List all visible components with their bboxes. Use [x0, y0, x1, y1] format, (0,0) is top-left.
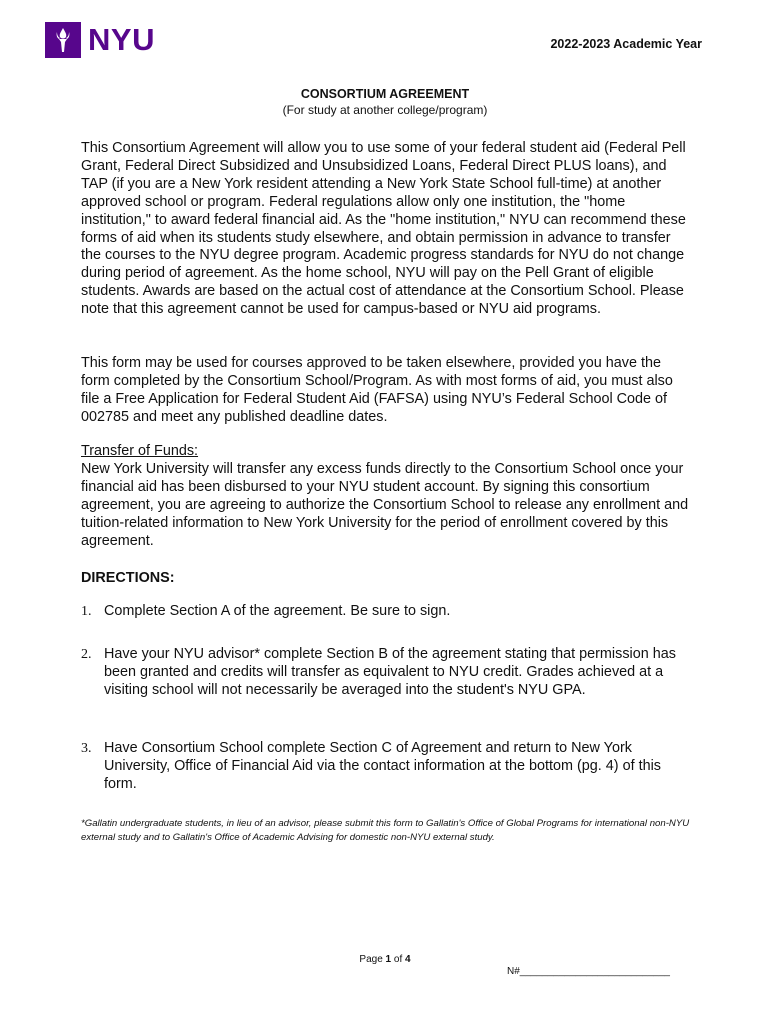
direction-number: 2. — [81, 647, 92, 662]
transfer-heading — [81, 443, 691, 461]
direction-number: 1. — [81, 604, 92, 619]
n-number-field: N#___________________________ — [507, 966, 670, 977]
page-prefix: Page — [359, 954, 386, 965]
fafsa-paragraph: This form may be used for courses approved to be taken elsewhere, provided you have the form completed by the Consortium School/Program. As with most forms of aid, you must also file a Free Application for Federal Student Aid (FAFSA) using NYU’s Federal School Code of 002785 and meet any published deadline dates. — [81, 355, 673, 425]
torch-icon — [45, 22, 81, 58]
academic-year: 2022-2023 Academic Year — [550, 37, 702, 51]
nyu-logo — [45, 22, 155, 58]
transfer-paragraph: New York University will transfer any excess funds directly to the Consortium School once your financial aid has been disbursed to your NYU student account. By signing this consortium agreement, you are agreeing to authorize the Consortium School to release any enrollment and tuition-related information to New York University for the period of enrollment covered by this agreement. — [81, 461, 689, 549]
intro-paragraph: This Consortium Agreement will allow you to use some of your federal student aid (Federal Pell Grant, Federal Direct Subsidized and Unsubsidized Loans, Federal Direct PLUS loans), and TAP (if you are a New York resident attending a New York State School full-time) at another approved school or program. Federal regulations allow only one institution, the "home institution," to award federal financial aid. As the "home institution," NYU can recommend these forms of aid when its students study elsewhere, and obtain permission in advance to transfer the courses to the NYU degree program. Academic progress standards for NYU do not change during period of agreement. As the home school, NYU will pay on the Pell Grant of eligible students. Awards are based on the actual cost of attendance at the Consortium School. Please note that this agreement cannot be used for campus-based or NYU aid programs. — [81, 140, 686, 318]
direction-number: 3. — [81, 741, 92, 756]
document-subtitle: (For study at another college/program) — [282, 103, 488, 117]
direction-item — [81, 646, 691, 700]
document-title: CONSORTIUM AGREEMENT — [300, 87, 470, 101]
page-number — [0, 954, 770, 965]
direction-text: Have Consortium School complete Section C of Agreement and return to New York University, Office of Financial Aid via the contact information at the bottom (pg. 4) of this form. — [104, 740, 661, 792]
transfer-heading-colon: : — [194, 443, 199, 459]
direction-item — [81, 740, 691, 794]
logo-text: NYU — [88, 22, 155, 57]
transfer-heading-text: Transfer of Funds — [81, 443, 195, 459]
gallatin-footnote: *Gallatin undergraduate students, in lieu of an advisor, please submit this form to Gallatin's Office of Global Programs for international non-NYU external study and to Gallatin's Office of Academic Advising for domestic non-NYU external study. — [81, 818, 690, 843]
direction-text: Complete Section A of the agreement. Be sure to sign. — [104, 603, 451, 619]
page-of: of — [391, 954, 406, 965]
direction-text: Have your NYU advisor* complete Section B of the agreement stating that permission has been granted and credits will transfer as equivalent to NYU credit. Grades achieved at a visiting school will not necessarily be averaged into the student's NYU GPA. — [104, 646, 676, 698]
direction-item — [81, 603, 691, 621]
directions-heading: DIRECTIONS: — [81, 570, 175, 586]
page-total: 4 — [405, 954, 411, 965]
page-current: 1 — [385, 954, 392, 965]
